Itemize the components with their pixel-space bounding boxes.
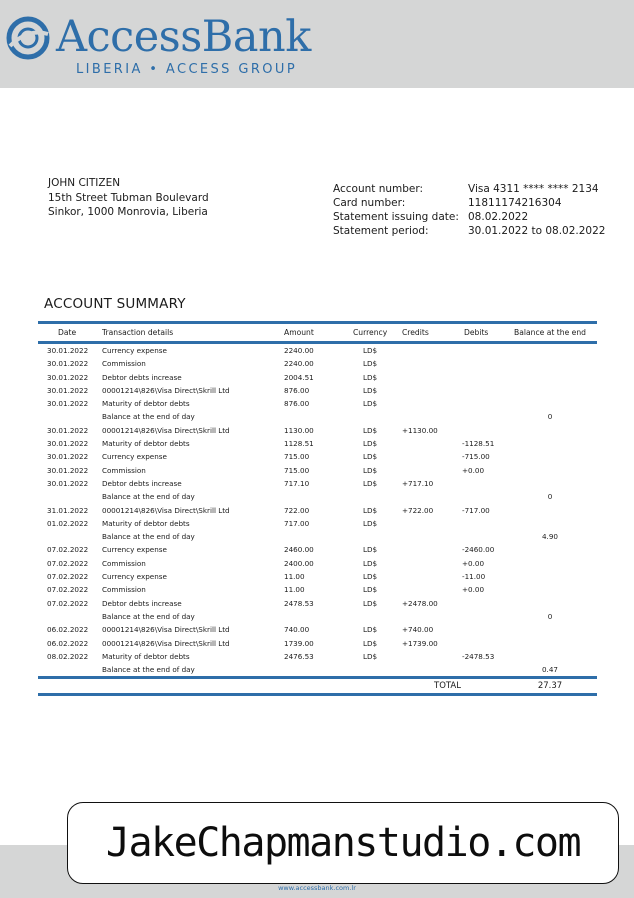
cell-amount: 876.00 (284, 385, 310, 395)
bank-name: AccessBank (56, 12, 311, 62)
cell-amount: 722.00 (284, 505, 310, 515)
address-line-1: 15th Street Tubman Boulevard (48, 191, 209, 204)
cell-debits: +0.00 (462, 585, 485, 595)
account-number-value: Visa 4311 **** **** 2134 (468, 183, 599, 195)
cell-details: Maturity of debtor debts (102, 399, 190, 409)
total-row (38, 679, 597, 693)
cell-amount: 2004.51 (284, 372, 314, 382)
cell-amount: 1130.00 (284, 425, 314, 435)
cell-currency: LD$ (363, 465, 378, 475)
issuing-date-label: Statement issuing date: (333, 211, 459, 223)
cell-details: Debtor debts increase (102, 478, 182, 488)
footer-url: www.accessbank.com.lr (278, 884, 356, 892)
cell-date: 06.02.2022 (47, 638, 89, 648)
cell-amount: 2240.00 (284, 346, 314, 355)
table-row (38, 597, 597, 610)
cell-currency: LD$ (363, 638, 378, 648)
cell-details: Balance at the end of day (102, 665, 195, 675)
cell-details: 00001214\826\Visa Direct\Skrill Ltd (102, 505, 230, 515)
table-row (38, 650, 597, 663)
cell-balance: 0 (547, 492, 553, 502)
total-label: TOTAL (434, 681, 461, 692)
cell-debits: +0.00 (462, 465, 485, 475)
address-line-2: Sinkor, 1000 Monrovia, Liberia (48, 206, 208, 218)
cell-credits: +722.00 (402, 505, 434, 515)
cell-currency: LD$ (363, 399, 378, 409)
cell-details: Balance at the end of day (102, 532, 195, 542)
cell-currency: LD$ (363, 372, 378, 382)
header-credits: Credits (402, 328, 429, 337)
table-row (38, 530, 597, 543)
cell-debits: -717.00 (462, 505, 490, 515)
cell-credits: +2478.00 (402, 598, 438, 608)
table-row (38, 371, 597, 384)
header-details: Transaction details (102, 328, 174, 337)
cell-details: Maturity of debtor debts (102, 439, 190, 449)
cell-amount: 2478.53 (284, 598, 314, 608)
cell-currency: LD$ (363, 518, 378, 528)
cell-details: Currency expense (102, 452, 167, 462)
table-row (38, 610, 597, 623)
account-number-row (333, 182, 605, 196)
cell-amount: 2240.00 (284, 359, 314, 369)
cell-details: Debtor debts increase (102, 372, 182, 382)
cell-date: 30.01.2022 (47, 385, 89, 395)
cell-debits: -715.00 (462, 452, 490, 462)
access-bank-swirl-icon (6, 16, 50, 60)
cell-date: 30.01.2022 (47, 478, 89, 488)
cell-amount: 11.00 (284, 585, 305, 595)
cell-currency: LD$ (363, 598, 378, 608)
cell-date: 30.01.2022 (47, 439, 89, 449)
table-bottom-rule (38, 693, 597, 696)
cell-debits: -11.00 (462, 572, 486, 582)
table-row (38, 623, 597, 636)
cell-details: 00001214\826\Visa Direct\Skrill Ltd (102, 425, 230, 435)
cell-details: Balance at the end of day (102, 492, 195, 502)
cell-currency: LD$ (363, 385, 378, 395)
table-row (38, 477, 597, 490)
table-row (38, 663, 597, 676)
cell-details: Currency expense (102, 572, 167, 582)
table-row (38, 424, 597, 437)
total-value: 27.37 (537, 681, 563, 692)
cell-credits: +717.10 (402, 478, 434, 488)
cell-details: Currency expense (102, 346, 167, 355)
card-number-value: 11811174216304 (468, 197, 562, 209)
cell-currency: LD$ (363, 651, 378, 661)
cell-date: 31.01.2022 (47, 505, 89, 515)
card-number-label: Card number: (333, 197, 406, 209)
cell-date: 30.01.2022 (47, 359, 89, 369)
cell-currency: LD$ (363, 572, 378, 582)
table-row (38, 557, 597, 570)
cell-balance: 0 (547, 611, 553, 621)
card-number-row (333, 196, 605, 210)
cell-date: 30.01.2022 (47, 465, 89, 475)
table-row (38, 464, 597, 477)
cell-details: Maturity of debtor debts (102, 651, 190, 661)
cell-debits: -1128.51 (462, 439, 495, 449)
cell-details: Balance at the end of day (102, 611, 195, 621)
cell-details: Commission (102, 558, 146, 568)
cell-date: 01.02.2022 (47, 518, 89, 528)
cell-details: Balance at the end of day (102, 412, 195, 422)
issuing-date-row (333, 210, 605, 224)
cell-currency: LD$ (363, 558, 378, 568)
cell-amount: 717.10 (284, 478, 310, 488)
cell-details: Debtor debts increase (102, 598, 182, 608)
cell-amount: 11.00 (284, 572, 305, 582)
table-row (38, 583, 597, 596)
table-row (38, 504, 597, 517)
cell-amount: 740.00 (284, 625, 310, 635)
cell-date: 30.01.2022 (47, 399, 89, 409)
cell-date: 30.01.2022 (47, 452, 89, 462)
cell-credits: +1130.00 (402, 425, 438, 435)
table-row (38, 637, 597, 650)
cell-date: 07.02.2022 (47, 572, 89, 582)
cell-date: 07.02.2022 (47, 545, 89, 555)
cell-amount: 1739.00 (284, 638, 314, 648)
cell-currency: LD$ (363, 625, 378, 635)
cell-date: 30.01.2022 (47, 372, 89, 382)
table-row (38, 543, 597, 556)
cell-amount: 1128.51 (284, 439, 314, 449)
cell-balance: 0.47 (541, 665, 558, 675)
cell-date: 06.02.2022 (47, 625, 89, 635)
cell-amount: 876.00 (284, 399, 310, 409)
cell-debits: -2478.53 (462, 651, 495, 661)
issuing-date-value: 08.02.2022 (468, 211, 529, 223)
statement-period-row (333, 224, 605, 238)
cell-amount: 2400.00 (284, 558, 314, 568)
account-number-label: Account number: (333, 183, 424, 195)
cell-details: 00001214\826\Visa Direct\Skrill Ltd (102, 638, 230, 648)
cell-balance: 0 (547, 412, 553, 422)
table-header (38, 324, 597, 341)
watermark-box (67, 802, 619, 884)
cell-date: 07.02.2022 (47, 585, 89, 595)
cell-details: 00001214\826\Visa Direct\Skrill Ltd (102, 385, 230, 395)
header-date: Date (58, 328, 77, 337)
cell-details: Currency expense (102, 545, 167, 555)
cell-balance: 4.90 (541, 532, 558, 542)
cell-currency: LD$ (363, 346, 378, 355)
header-currency: Currency (353, 328, 388, 337)
cell-date: 30.01.2022 (47, 346, 89, 355)
cell-details: Commission (102, 585, 146, 595)
cell-date: 30.01.2022 (47, 425, 89, 435)
cell-details: Commission (102, 465, 146, 475)
header-balance: Balance at the end (514, 328, 586, 337)
cell-debits: -2460.00 (462, 545, 495, 555)
watermark-text: JakeChapmanstudio.com (105, 820, 581, 866)
account-summary-title: ACCOUNT SUMMARY (44, 296, 186, 312)
table-row (38, 384, 597, 397)
cell-amount: 717.00 (284, 518, 310, 528)
table-body (38, 344, 597, 676)
table-row (38, 397, 597, 410)
cell-amount: 2476.53 (284, 651, 314, 661)
table-row (38, 450, 597, 463)
table-row (38, 517, 597, 530)
cell-currency: LD$ (363, 505, 378, 515)
cell-details: 00001214\826\Visa Direct\Skrill Ltd (102, 625, 230, 635)
bank-logo (6, 12, 311, 82)
cell-date: 08.02.2022 (47, 651, 89, 661)
cell-debits: +0.00 (462, 558, 485, 568)
cell-credits: +1739.00 (402, 638, 438, 648)
cell-date: 07.02.2022 (47, 558, 89, 568)
account-summary-table (38, 321, 597, 696)
cell-currency: LD$ (363, 545, 378, 555)
customer-address (48, 176, 209, 220)
table-row (38, 570, 597, 583)
table-row (38, 490, 597, 503)
statement-period-value: 30.01.2022 to 08.02.2022 (468, 225, 606, 237)
cell-currency: LD$ (363, 478, 378, 488)
cell-currency: LD$ (363, 439, 378, 449)
cell-details: Commission (102, 359, 146, 369)
cell-credits: +740.00 (402, 625, 434, 635)
cell-amount: 2460.00 (284, 545, 314, 555)
cell-date: 07.02.2022 (47, 598, 89, 608)
customer-name: JOHN CITIZEN (48, 177, 121, 189)
cell-details: Maturity of debtor debts (102, 518, 190, 528)
table-row (38, 410, 597, 423)
cell-amount: 715.00 (284, 452, 310, 462)
cell-amount: 715.00 (284, 465, 310, 475)
table-row (38, 344, 597, 357)
table-row (38, 437, 597, 450)
cell-currency: LD$ (363, 425, 378, 435)
statement-period-label: Statement period: (333, 225, 429, 237)
cell-currency: LD$ (363, 585, 378, 595)
header-amount: Amount (284, 328, 314, 337)
account-info (333, 182, 605, 238)
bank-tagline: LIBERIA • ACCESS GROUP (76, 62, 298, 77)
table-row (38, 357, 597, 370)
cell-currency: LD$ (363, 452, 378, 462)
header-debits: Debits (464, 328, 489, 337)
cell-currency: LD$ (363, 359, 378, 369)
